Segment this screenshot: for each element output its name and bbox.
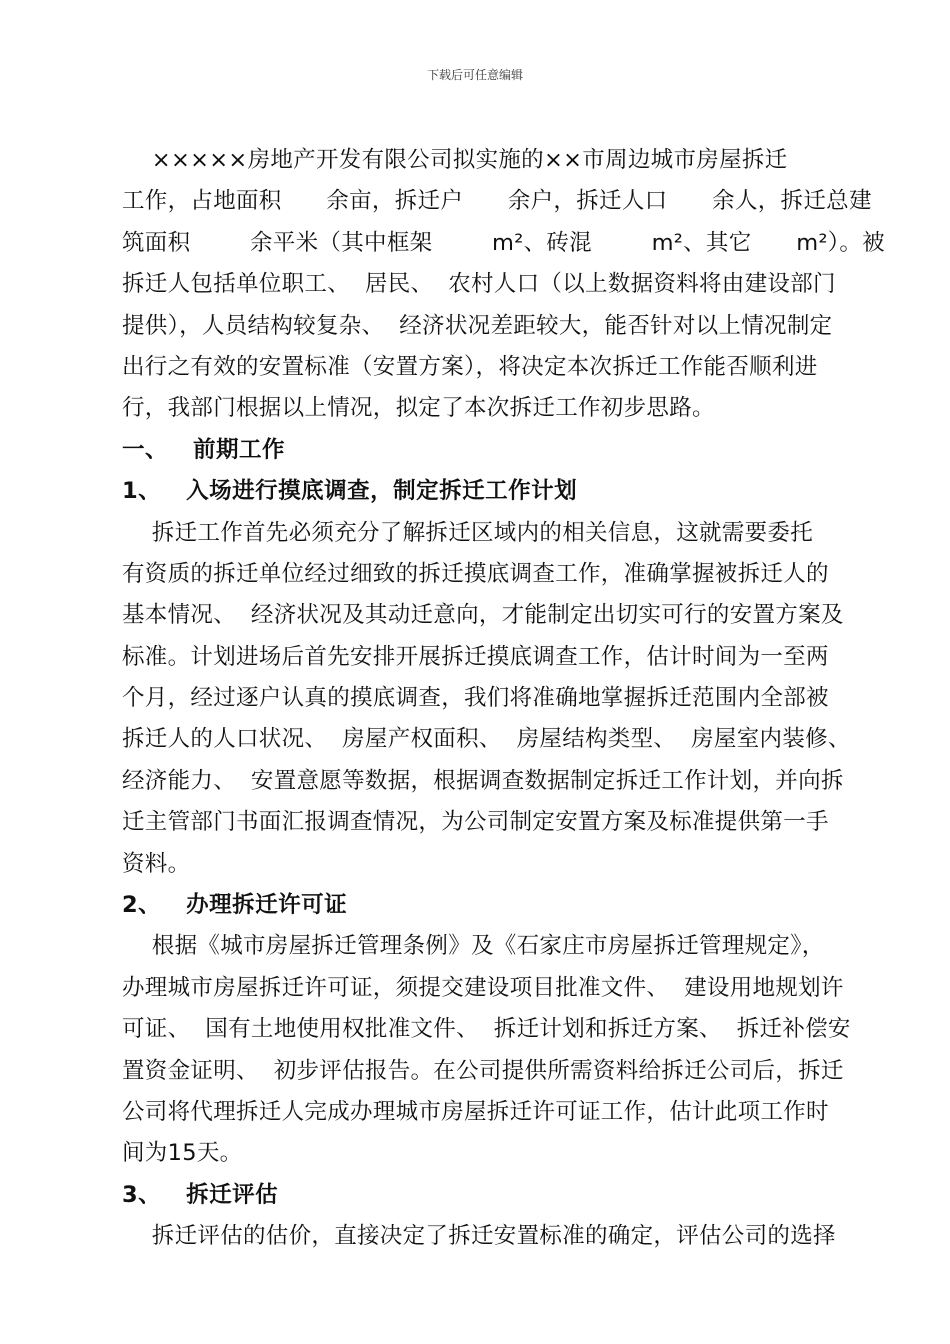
text-line: 有资质的拆迁单位经过细致的拆迁摸底调查工作，准确掌握被拆迁人的 — [122, 560, 829, 587]
text-line: 工作，占地面积 余亩，拆迁户 余户，拆迁人口 余人，拆迁总建 — [122, 188, 872, 215]
text-line: 拆迁评估的估价，直接决定了拆迁安置标准的确定，评估公司的选择 — [122, 1223, 836, 1250]
text-line: 公司将代理拆迁人完成办理城市房屋拆迁许可证工作，估计此项工作时 — [122, 1098, 829, 1125]
page-header: 下载后可任意编辑 — [426, 68, 523, 82]
text-line: 基本情况、 经济状况及其动迁意向，才能制定出切实可行的安置方案及 — [122, 602, 844, 629]
text-line: 提供），人员结构较复杂、 经济状况差距较大，能否针对以上情况制定 — [122, 312, 833, 339]
text-line: 拆迁工作首先必须充分了解拆迁区域内的相关信息，这就需要委托 — [122, 519, 814, 546]
text-line: 个月，经过逐户认真的摸底调查，我们将准确地掌握拆迁范围内全部被 — [122, 685, 829, 712]
text-line: ×××××房地产开发有限公司拟实施的××市周边城市房屋拆迁 — [122, 147, 788, 173]
text-line: 标准。计划进场后首先安排开展拆迁摸底调查工作，估计时间为一至两 — [122, 643, 829, 670]
text-line: 资料。 — [122, 850, 191, 877]
text-line: 迁主管部门书面汇报调查情况，为公司制定安置方案及标准提供第一手 — [122, 809, 829, 836]
section-heading: 2、 办理拆迁许可证 — [122, 892, 348, 919]
text-line: 置资金证明、 初步评估报告。在公司提供所需资料给拆迁公司后，拆迁 — [122, 1057, 844, 1084]
text-line: 拆迁人包括单位职工、 居民、 农村人口（以上数据资料将由建设部门 — [122, 271, 836, 298]
document-body — [122, 140, 885, 1258]
text-line: 出行之有效的安置标准（安置方案），将决定本次拆迁工作能否顺利进 — [122, 353, 818, 380]
section-heading: 一、 前期工作 — [122, 436, 286, 463]
text-line: 拆迁人的人口状况、 房屋产权面积、 房屋结构类型、 房屋室内装修、 — [122, 726, 851, 753]
text-line: 办理城市房屋拆迁许可证，须提交建设项目批准文件、 建设用地规划许 — [122, 974, 844, 1001]
text-line: 根据《城市房屋拆迁管理条例》及《石家庄市房屋拆迁管理规定》， — [122, 933, 825, 960]
text-line: 经济能力、 安置意愿等数据，根据调查数据制定拆迁工作计划，并向拆 — [122, 767, 844, 794]
section-heading: 3、 拆迁评估 — [122, 1181, 279, 1208]
text-line: 可证、 国有土地使用权批准文件、 拆迁计划和拆迁方案、 拆迁补偿安 — [122, 1016, 851, 1043]
text-line: 间为15天。 — [122, 1140, 243, 1167]
text-line: 筑面积 余平米（其中框架 m²、砖混 m²、其它 m²）。被 — [122, 229, 885, 256]
section-heading: 1、 入场进行摸底调查，制定拆迁工作计划 — [122, 478, 578, 505]
text-line: 行，我部门根据以上情况，拟定了本次拆迁工作初步思路。 — [122, 395, 715, 422]
